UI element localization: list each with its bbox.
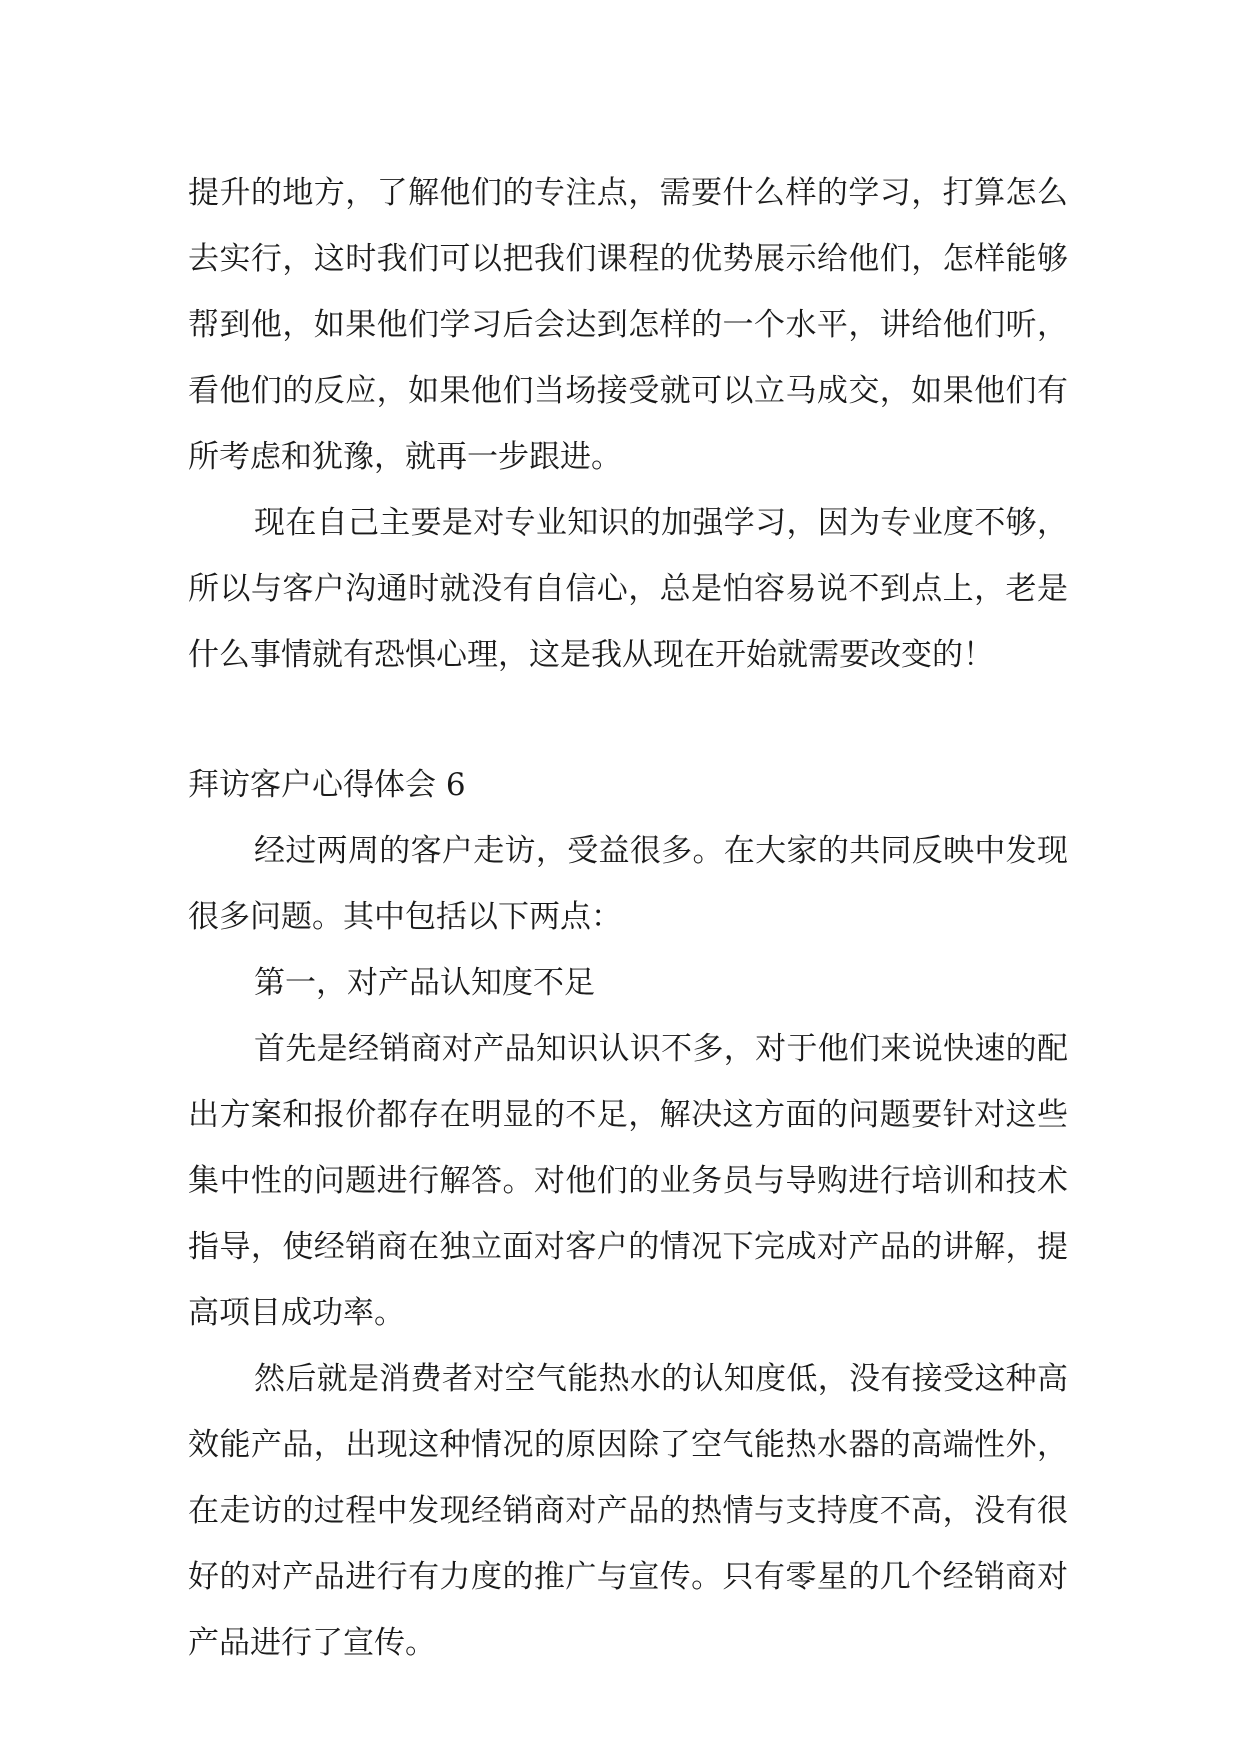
paragraph-point-one-heading: 第一，对产品认知度不足 bbox=[254, 965, 595, 1001]
paragraph-intro: 经过两周的客户走访，受益很多。在大家的共同反映中发现很多问题。其中包括以下两点： bbox=[188, 833, 1068, 935]
paragraph-continuation: 提升的地方，了解他们的专注点，需要什么样的学习，打算怎么去实行，这时我们可以把我们课程的优势展示给他们，怎样能够帮到他，如果他们学习后会达到怎样的一个水平，讲给他们听，看他们的反应，如果他们当场接受就可以立马成交，如果他们有所考虑和犹豫，就再一步跟进。 bbox=[188, 175, 1068, 475]
document-body bbox=[188, 160, 1068, 1676]
paragraph-self-improvement: 现在自己主要是对专业知识的加强学习，因为专业度不够，所以与客户沟通时就没有自信心，总是怕容易说不到点上，老是什么事情就有恐惧心理，这是我从现在开始就需要改变的！ bbox=[188, 505, 1068, 673]
paragraph-consumer-awareness: 然后就是消费者对空气能热水的认知度低，没有接受这种高效能产品，出现这种情况的原因除了空气能热水器的高端性外，在走访的过程中发现经销商对产品的热情与支持度不高，没有很好的对产品进行有力度的推广与宣传。只有零星的几个经销商对产品进行了宣传。 bbox=[188, 1361, 1068, 1661]
paragraph-dealer-knowledge: 首先是经销商对产品知识认识不多，对于他们来说快速的配出方案和报价都存在明显的不足，解决这方面的问题要针对这些集中性的问题进行解答。对他们的业务员与导购进行培训和技术指导，使经销商在独立面对客户的情况下完成对产品的讲解，提高项目成功率。 bbox=[188, 1031, 1068, 1331]
section-title: 拜访客户心得体会 6 bbox=[188, 767, 466, 803]
